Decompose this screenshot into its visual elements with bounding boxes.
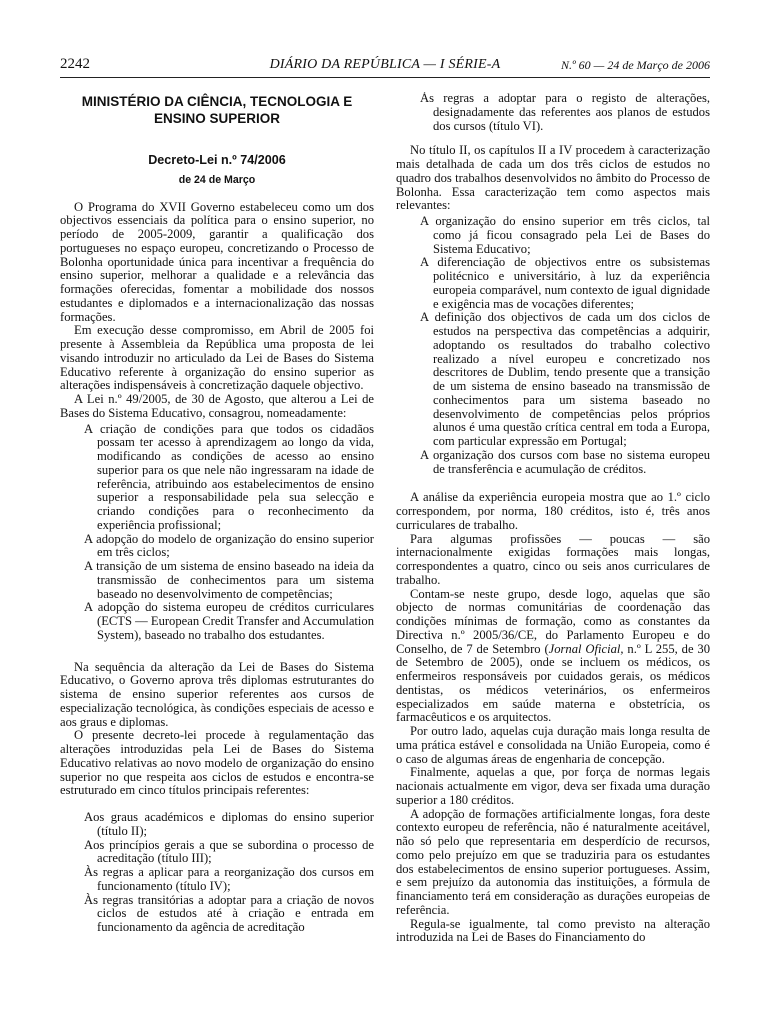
issue-info: N.º 60 — 24 de Março de 2006 [560,58,710,72]
paragraph: Regula-se igualmente, tal como previsto na alteração introduzida na Lei de Bases do Financiamento do [396,916,710,945]
text-run: n.º L 255, de 30 de Setembro de 2005), onde se incluem os médicos, os enfermeiros responsáveis por cuidados gerais, os médicos dentistas, os médicos veterinários, os enfermeiros especializados em saúde materna e obstetrícia, os farmacêuticos e os arquitectos. [396,641,710,725]
list-item: A criação de condições para que todos os cidadãos possam ter acesso à aprendizagem ao longo da vida, modificando as condições de acesso ao ensino superior para os que nele não ingressaram na idade de referência, atribuindo aos estabelecimentos de ensino superior a responsabilidade pela sua selecção e criando condições para o reconhecimento da experiência profissional; [84,421,374,532]
header-rule [60,77,710,78]
decree-title: Decreto-Lei n.º 74/2006 [148,153,286,167]
amendments-list [60,423,374,643]
decree-date: de 24 de Março [178,173,256,186]
titles-list [60,811,374,935]
paragraph: Por outro lado, aquelas cuja duração mais longa resulta de uma prática estável e consolidada na União Europeia, como é o caso de algumas áreas de engenharia de concepção. [396,724,710,766]
list-item: A diferenciação de objectivos entre os subsistemas politécnico e universitário, à luz da experiência europeia comparável, num contexto de igual dignidade e exigência mas de vocações diferentes; [420,255,710,311]
paragraph: O presente decreto-lei procede à regulamentação das alterações introduzidas pela Lei de Bases do Sistema Educativo relativas ao novo modelo de organização do ensino superior no que respeita aos ciclos de estudos e encontra-se estruturado em cinco títulos principais referentes: [60,728,374,798]
list-item: Aos graus académicos e diplomas do ensino superior (título II); [84,810,374,838]
journal-title: DIÁRIO DA REPÚBLICA — I SÉRIE-A [269,57,501,72]
paragraph: Finalmente, aquelas a que, por força de normas legais nacionais actualmente em vigor, deva ser fixada uma duração superior a 180 créditos. [396,765,710,807]
titles-list-continued [396,92,710,133]
ministry-heading: MINISTÉRIO DA CIÊNCIA, TECNOLOGIA E ENSINO SUPERIOR [81,94,353,126]
paragraph: A Lei n.º 49/2005, de 30 de Agosto, que alterou a Lei de Bases do Sistema Educativo, consagrou, nomeadamente: [60,392,374,420]
paragraph: A adopção de formações artificialmente longas, fora deste contexto europeu de referência, não é naturalmente aceitável, não só pelo que representaria em desperdício de recursos, como pelo prejuízo em que se traduziria para os estudantes dos estabelecimentos de ensino superior portugueses. Assim, e sem prejuízo da autonomia das instituições, a fórmula de financiamento terá em consideração as durações europeias de referência. [396,806,710,917]
list-item: Às regras a adoptar para o registo de alterações, designadamente das referentes aos planos de estudos dos cursos (título VI). [420,92,710,133]
list-item: Às regras transitórias a adoptar para a criação de novos ciclos de estudos até à criação e entrada em funcionamento da agência de acreditação [84,892,374,934]
list-item: A definição dos objectivos de cada um dos ciclos de estudos na perspectiva das competências a adquirir, adoptando os resultados do trabalho colectivo realizado a nível europeu e concretizado nos descritores de Dublim, tendo presente que a transição de um sistema de ensino baseado na transmissão de conhecimentos para um sistema baseado no desenvolvimento de competências pelos próprios alunos é uma questão crítica central em toda a Europa, com particular expressão em Portugal; [420,310,710,448]
running-header [60,56,710,76]
italic-text: Jornal Oficial, [548,641,624,656]
paragraph: No título II, os capítulos II a IV procedem à caracterização mais detalhada de cada um dos três ciclos de estudos no quadro dos trabalhos desenvolvidos no âmbito do Processo de Bolonha. Essa caracterização tem como aspectos mais relevantes: [396,143,710,213]
paragraph [396,588,710,726]
paragraph: Para algumas profissões — poucas — são internacionalmente exigidas formações mais longas, correspondentes a quatro, cinco ou seis anos curriculares de trabalho. [396,531,710,587]
aspects-list [396,215,710,476]
paragraph: Na sequência da alteração da Lei de Bases do Sistema Educativo, o Governo aprova três diplomas estruturantes do sistema de ensino superior referentes aos cursos de especialização tecnológica, às condições especiais de acesso e aos graus e diplomas. [60,659,374,729]
list-item: Às regras a aplicar para a reorganização dos cursos em funcionamento (título IV); [84,865,374,893]
page-number: 2242 [60,56,90,72]
list-item: A organização dos cursos com base no sistema europeu de transferência e acumulação de créditos. [420,447,710,476]
list-item: Aos princípios gerais a que se subordina o processo de acreditação (título III); [84,837,374,866]
spacer [396,476,710,491]
text-run: Contam-se neste grupo, desde logo, aquelas que são objecto de normas comunitárias de coordenação das condições mínimas de formação, como as constantes da Directiva n.º 2005/36/CE, do Parlamento Europeu e do Conselho, de 7 de Setembro ( [396,586,710,656]
paragraph: A análise da experiência europeia mostra que ao 1.º ciclo correspondem, por norma, 180 créditos, isto é, três anos curriculares de trabalho. [396,490,710,532]
paragraph: O Programa do XVII Governo estabeleceu como um dos objectivos essenciais da política para o ensino superior, no período de 2005-2009, garantir a qualificação dos portugueses no espaço europeu, concretizando o Processo de Bolonha oportunidade única para incentivar a frequência do ensino superior, melhorar a qualidade e a relevância das formações oferecidas, fomentar a mobilidade dos nossos estudantes e diplomados e a internacionalização das nossas formações. [60,199,374,324]
list-item: A adopção do modelo de organização do ensino superior em três ciclos; [84,531,374,560]
list-item: A transição de um sistema de ensino baseado na ideia da transmissão de conhecimentos para um sistema baseado no desenvolvimento de competências; [84,559,374,601]
list-item: A adopção do sistema europeu de créditos curriculares (ECTS — European Credit Transfer and Accumulation System), baseado no trabalho dos estudantes. [84,600,374,642]
spacer [60,643,374,661]
list-item: A organização do ensino superior em três ciclos, tal como já ficou consagrado pela Lei de Bases do Sistema Educativo; [420,214,710,256]
right-column [396,92,710,1017]
paragraph: Em execução desse compromisso, em Abril de 2005 foi presente à Assembleia da República uma proposta de lei visando introduzir no articulado da Lei de Bases do Sistema Educativo referente à organização do ensino superior as alterações indispensáveis à concretização daquele objectivo. [60,323,374,393]
left-column [60,92,374,1017]
